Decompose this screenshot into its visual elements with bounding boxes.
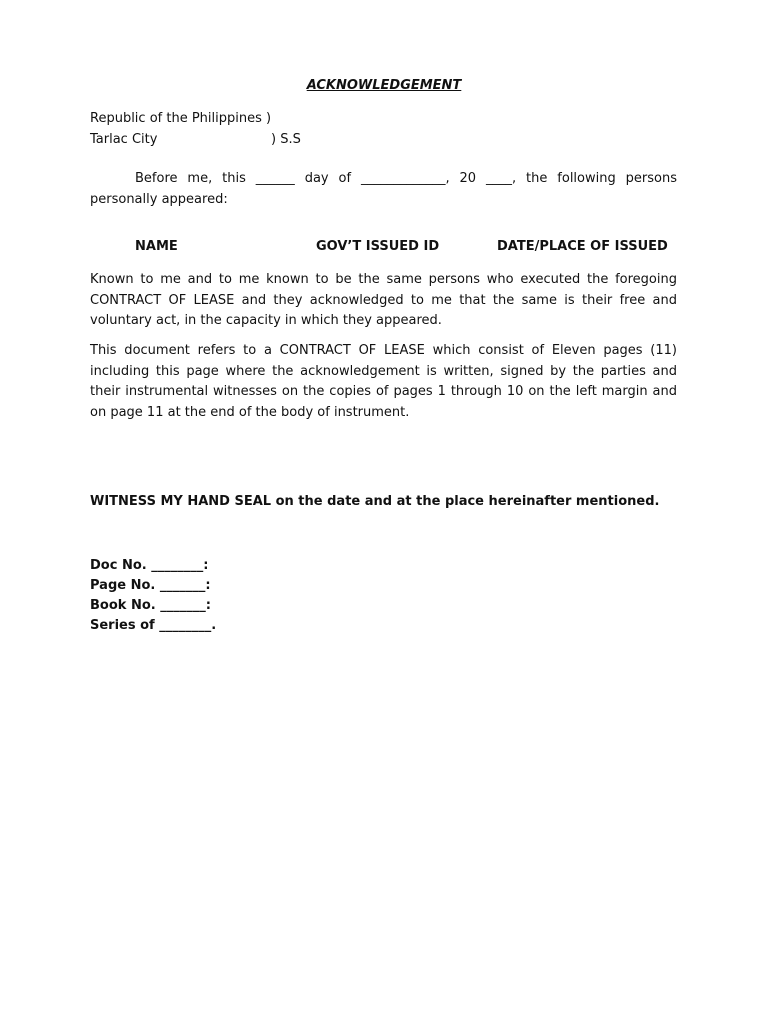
- notarial-register: [90, 556, 216, 636]
- appearance-line-1: Before me, this ______ day of _____________, 20 ____, the following persons: [135, 171, 677, 186]
- heading-name: NAME: [135, 239, 178, 254]
- known-paragraph: Known to me and to me known to be the same persons who executed the foregoing CONTRACT OF LEASE and they acknowledged to me that the same is their free and voluntary act, in the capacity in which they appeared.: [90, 272, 677, 328]
- doc-no-line: Doc No. ________:: [90, 558, 209, 573]
- document-reference-paragraph: This document refers to a CONTRACT OF LEASE which consist of Eleven pages (11) including this page where the acknowledgement is written, signed by the parties and their instrumental witnesses on the copies of pages 1 through 10 on the left margin and on page 11 at the end of the body of instrument.: [90, 343, 677, 420]
- heading-date-place: DATE/PLACE OF ISSUED: [497, 239, 668, 254]
- appearance-paragraph: [90, 169, 677, 210]
- document-title: ACKNOWLEDGEMENT: [306, 78, 462, 93]
- book-no-line: Book No. _______:: [90, 598, 211, 613]
- appearance-line-2: personally appeared:: [90, 191, 228, 207]
- witness-statement: WITNESS MY HAND SEAL on the date and at the place hereinafter mentioned.: [90, 494, 660, 509]
- venue-line-city: [90, 129, 301, 150]
- venue-block: [90, 108, 301, 150]
- page-no-line: Page No. _______:: [90, 578, 211, 593]
- heading-gov-id: GOV’T ISSUED ID: [316, 239, 440, 254]
- series-line: Series of ________.: [90, 618, 217, 633]
- column-headings: [0, 239, 768, 261]
- venue-city: Tarlac City: [90, 132, 158, 147]
- venue-line-country: Republic of the Philippines ): [90, 111, 272, 126]
- venue-ss: ) S.S: [271, 132, 301, 147]
